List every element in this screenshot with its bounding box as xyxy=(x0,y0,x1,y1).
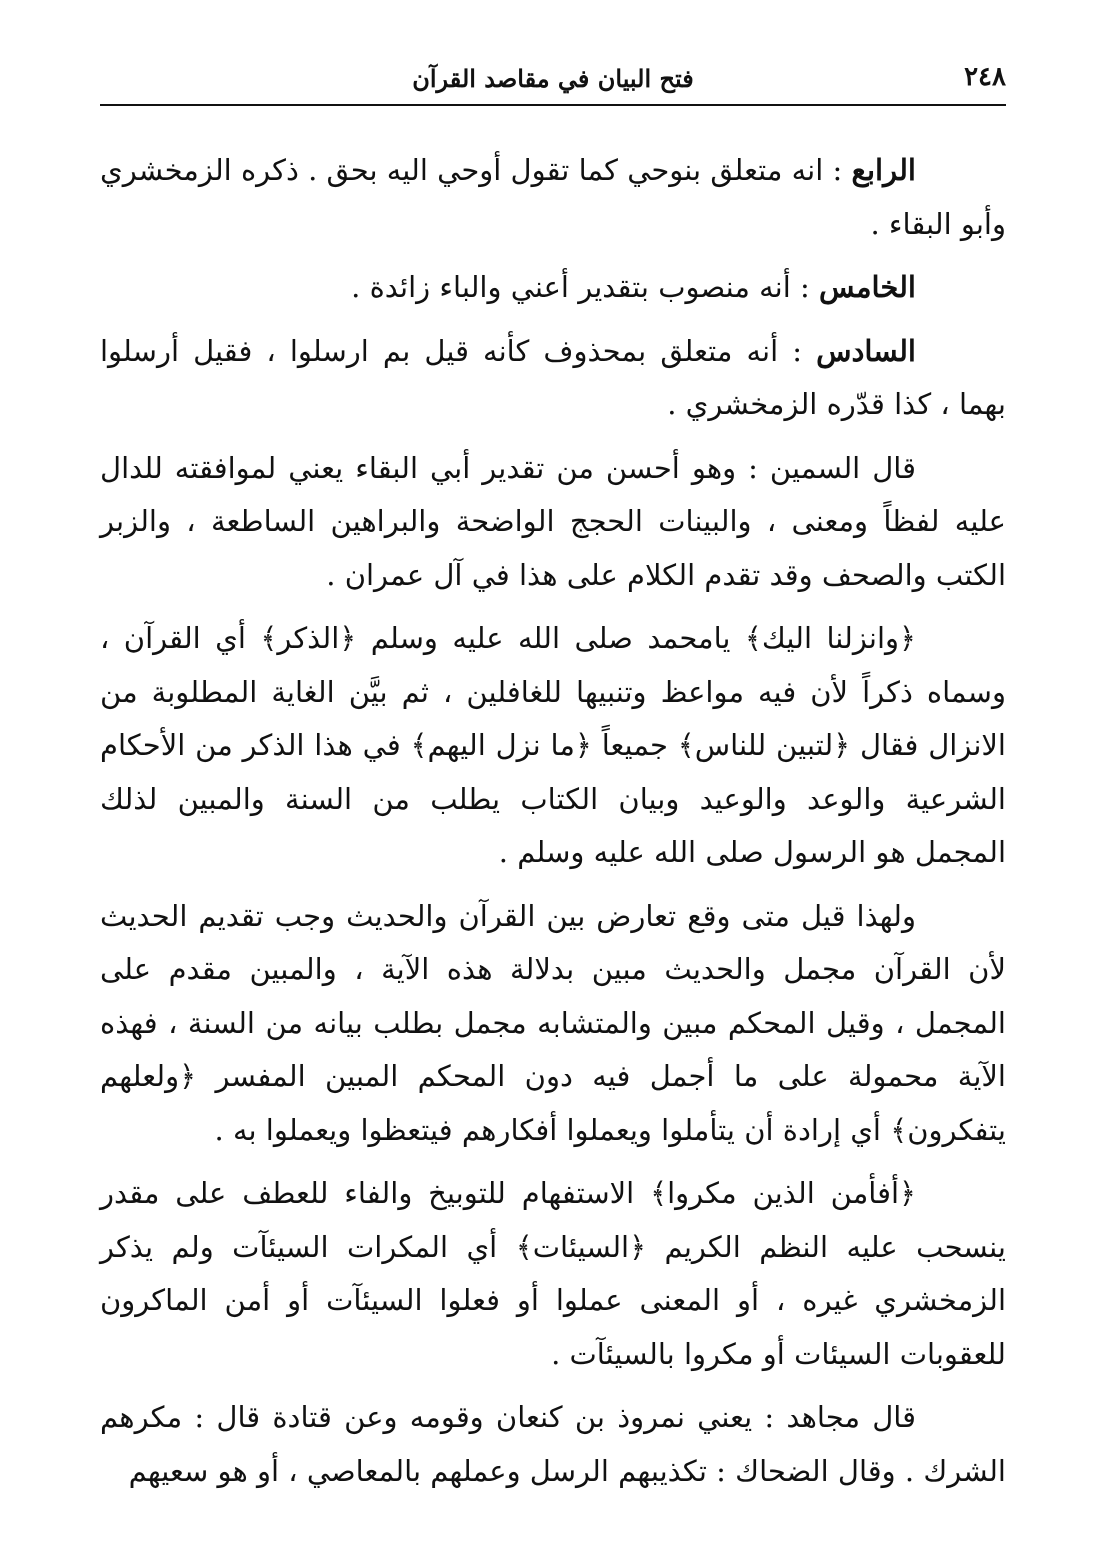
paragraph-text: ﴿أفأمن الذين مكروا﴾ الاستفهام للتوبيخ والفاء للعطف على مقدر ينسحب عليه النظم الكريم ﴿السيئات﴾ أي المكرات السيئآت ولم يذكر الزمخشري غيره ، أو المعنى عملوا أو فعلوا السيئآت أو أمن الماكرون للعقوبات السيئات أو مكروا بالسيئآت . xyxy=(100,1176,1006,1371)
paragraph-fifth xyxy=(100,261,1006,315)
body-text xyxy=(100,144,1006,1498)
paragraph-text: قال مجاهد : يعني نمروذ بن كنعان وقومه وعن قتادة قال : مكرهم الشرك . وقال الضحاك : تكذيبهم الرسل وعملهم بالمعاصي ، أو هو سعيهم xyxy=(100,1400,1006,1488)
paragraph-mujahid xyxy=(100,1391,1006,1498)
paragraph-term: الرابع xyxy=(851,153,916,187)
paragraph-text: : أنه منصوب بتقدير أعني والباء زائدة . xyxy=(351,270,820,304)
book-title: فتح البيان في مقاصد القرآن xyxy=(412,64,694,93)
paragraph-hadith xyxy=(100,890,1006,1158)
page-number: ٢٤٨ xyxy=(964,62,1006,92)
paragraph-term: الخامس xyxy=(819,270,916,304)
paragraph-term: السادس xyxy=(816,333,916,368)
paragraph-dhikr xyxy=(100,612,1006,880)
paragraph-text: ولهذا قيل متى وقع تعارض بين القرآن والحديث وجب تقديم الحديث لأن القرآن مجمل والحديث مبين بدلالة هذه الآية ، والمبين مقدم على المجمل ، وقيل المحكم مبين والمتشابه مجمل بطلب بيانه من السنة ، فهذه الآية محمولة على ما أجمل فيه دون المحكم المبين المفسر ﴿ولعلهم يتفكرون﴾ أي إرادة أن يتأملوا ويعملوا أفكارهم فيتعظوا ويعملوا به . xyxy=(100,898,1006,1147)
running-header xyxy=(100,58,1006,106)
book-page xyxy=(100,58,1006,1538)
paragraph-sixth xyxy=(100,325,1006,432)
paragraph-samin xyxy=(100,442,1006,603)
paragraph-fourth xyxy=(100,144,1006,251)
paragraph-text: ﴿وانزلنا اليك﴾ يامحمد صلى الله عليه وسلم ﴿الذكر﴾ أي القرآن ، وسماه ذكراً لأن فيه مواعظ وتنبيها للغافلين ، ثم بيَّن الغاية المطلوبة من الانزال فقال ﴿لتبين للناس﴾ جميعاً ﴿ما نزل اليهم﴾ في هذا الذكر من الأحكام الشرعية والوعد والوعيد وبيان الكتاب يطلب من السنة والمبين لذلك المجمل هو الرسول صلى الله عليه وسلم . xyxy=(100,621,1006,869)
paragraph-makaru xyxy=(100,1167,1006,1381)
paragraph-text: : انه متعلق بنوحي كما تقول أوحي اليه بحق . ذكره الزمخشري وأبو البقاء . xyxy=(100,153,1006,241)
paragraph-text: : أنه متعلق بمحذوف كأنه قيل بم ارسلوا ، فقيل أرسلوا بهما ، كذا قدّره الزمخشري . xyxy=(100,333,1006,421)
paragraph-text: قال السمين : وهو أحسن من تقدير أبي البقاء يعني لموافقته للدال عليه لفظاً ومعنى ، والبينات الحجج الواضحة والبراهين الساطعة ، والزبر الكتب والصحف وقد تقدم الكلام على هذا في آل عمران . xyxy=(100,450,1006,592)
